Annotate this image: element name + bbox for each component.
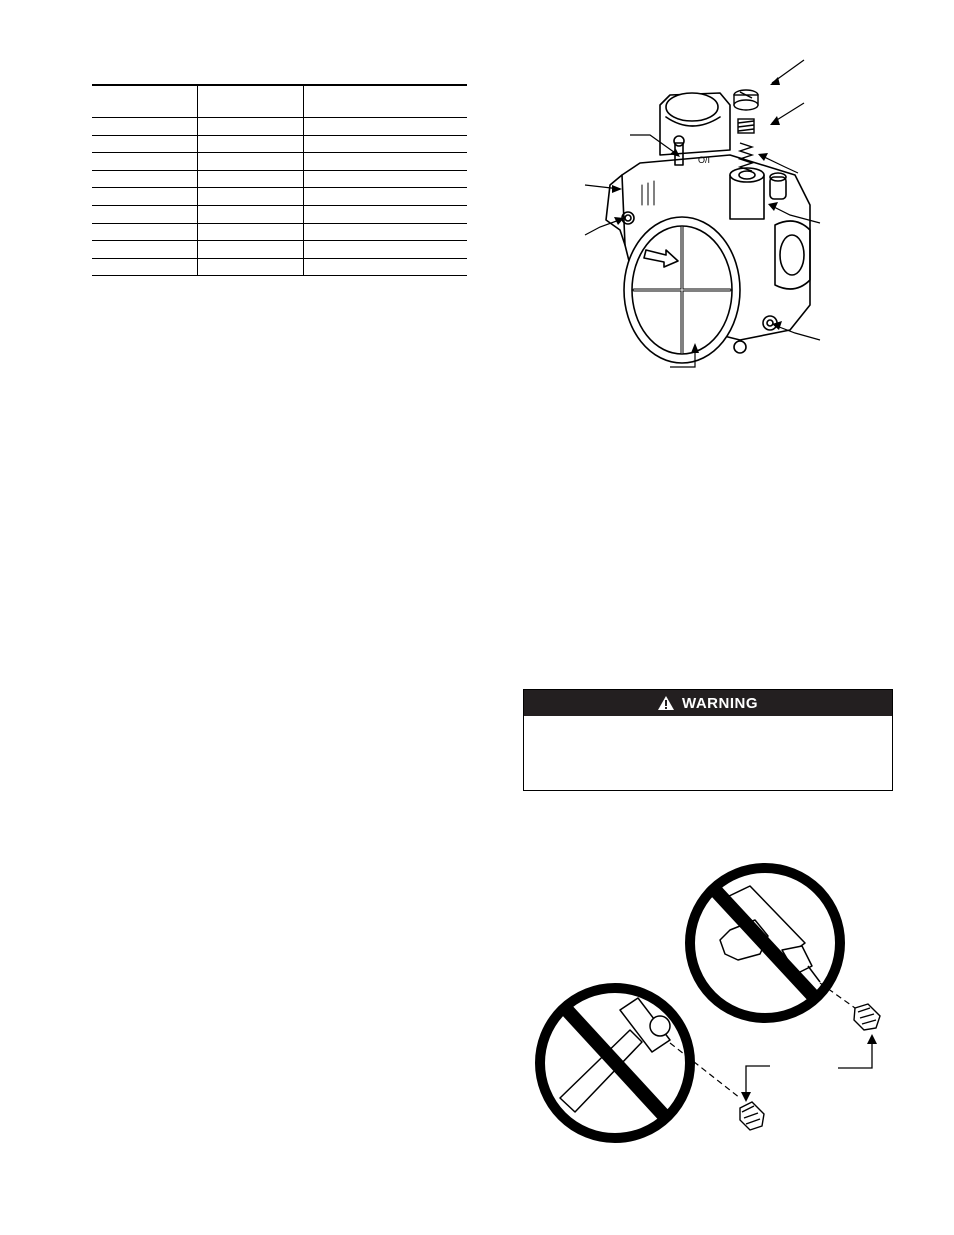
gas-valve-illustration (580, 55, 825, 375)
table-row (92, 171, 467, 189)
warning-triangle-icon (658, 696, 674, 710)
table-row (92, 241, 467, 259)
table-header-cell (304, 86, 467, 117)
table-row (92, 259, 467, 277)
table-row (92, 224, 467, 242)
table-row (92, 188, 467, 206)
table-header (92, 84, 467, 118)
no-hammer-no-drill-illustration (520, 858, 900, 1148)
orifice-icon (854, 1004, 880, 1030)
table-row (92, 136, 467, 154)
data-table (92, 84, 467, 276)
orifice-icon (740, 1102, 764, 1130)
warning-box (523, 689, 893, 791)
table-header-cell (92, 86, 198, 117)
no-hammer-icon (540, 988, 690, 1138)
table-row (92, 206, 467, 224)
table-header-cell (198, 86, 304, 117)
warning-header (524, 690, 892, 716)
table-row (92, 153, 467, 171)
svg-text:O/I: O/I (698, 155, 711, 165)
warning-label: WARNING (682, 694, 758, 712)
warning-body (524, 716, 892, 790)
no-drill-icon (690, 868, 840, 1018)
table-row (92, 118, 467, 136)
